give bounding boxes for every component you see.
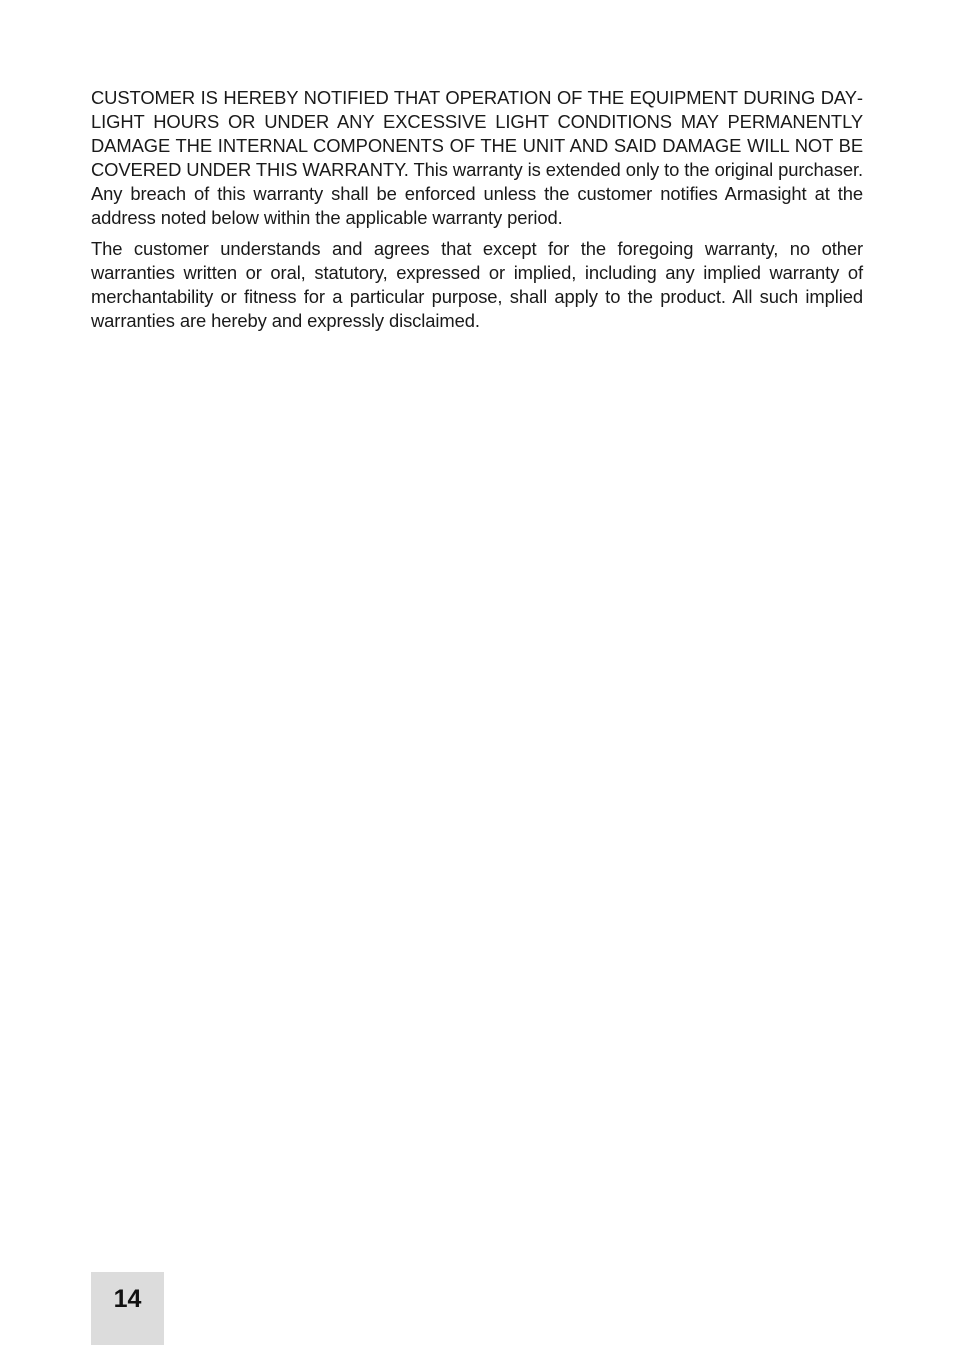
page-number: 14 (113, 1285, 142, 1313)
warranty-paragraph-daylight-notice: CUSTOMER IS HEREBY NOTIFIED THAT OPERATION OF THE EQUIPMENT DURING DAYLIGHT HOURS OR UNDER ANY EXCESSIVE LIGHT CONDITIONS MAY PERMANENTLY DAMAGE THE INTERNAL COMPONENTS OF THE UNIT AND SAID DAMAGE WILL NOT BE COVERED UNDER THIS WARRANTY. This warranty is extended only to the original purchaser. Any breach of this warranty shall be enforced unless the customer notifies Armasight at the address noted below within the applicable warranty period. (91, 87, 863, 228)
warranty-paragraph-disclaimer: The customer understands and agrees that except for the foregoing warranty, no other warranties written or oral, statutory, expressed or implied, including any implied warranty of merchantability or fitness for a particular purpose, shall apply to the product. All such implied warranties are hereby and expressly disclaimed. (91, 238, 863, 331)
warranty-text-block (91, 86, 863, 340)
page-number-box (91, 1272, 164, 1345)
